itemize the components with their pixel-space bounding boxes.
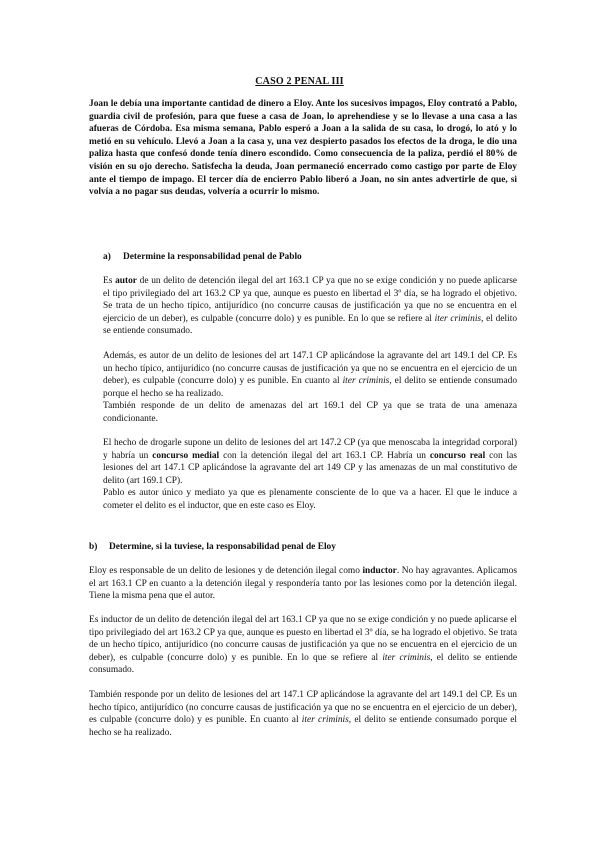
section-a-paragraph-1: [103, 275, 517, 338]
section-b-heading: [89, 541, 336, 554]
bold-term: autor: [115, 276, 137, 286]
case-statement: Joan le debía una importante cantidad de dinero a Eloy. Ante los sucesivos impagos, Eloy contrató a Pablo, guardia civil de profesión, para que fuese a casa de Joan, lo aprehendiese y se lo llevase a una casa a las afueras de Córdoba. Esa misma semana, Pablo esperó a Joan a la salida de su casa, lo drogó, lo ató y lo metió en su vehículo. Llevó a Joan a la casa y, una vez despierto pasados los efectos de la droga, le dio una paliza hasta que confesó donde tenía dinero escondido. Como consecuencia de la paliza, perdió el 80% de visión en su ojo derecho. Satisfecha la deuda, Joan permaneció encerrado como castigo por parte de Eloy ante el tiempo de impago. El tercer día de encierro Pablo liberó a Joan, no sin antes advertirle de que, si volvía a no pagar sus deudas, volvería a ocurrir lo mismo.: [89, 99, 517, 198]
text-run: con las lesiones del art 147.1 CP aplicándose la agravante del art 149 CP y las amenazas de un mal constitutivo de delito (art 169.1 CP).: [103, 450, 517, 486]
section-b-paragraph-3: [89, 689, 517, 739]
italic-term: iter criminis: [382, 652, 431, 663]
text-run: , el delito se entiende consumado porque el hecho se ha realizado.: [89, 715, 517, 738]
section-b-paragraph-1: [89, 565, 517, 603]
bold-term: inductor: [362, 566, 397, 576]
italic-term: iter criminis: [434, 313, 482, 324]
section-a-paragraph-5: Pablo es autor único y mediato ya que es plenamente consciente de lo que va a hacer. El que le induce a cometer el delito es el inductor, que en este caso es Eloy.: [103, 488, 517, 511]
text-run: con la detención ilegal del art 163.1 CP. Habría un: [219, 450, 430, 461]
section-a-heading: [103, 251, 302, 264]
text-run: El hecho de drogarle supone un delito de lesiones del art 147.2 CP (ya que menoscaba la integridad corporal) y habría un: [103, 438, 517, 461]
text-run: Eloy es responsable de un delito de lesiones y de detención ilegal como: [89, 566, 363, 576]
section-b-title: Determine, si la tuviese, la responsabilidad penal de Eloy: [109, 542, 336, 552]
section-b-letter: b): [89, 542, 98, 552]
document-title: CASO 2 PENAL III: [255, 76, 344, 87]
text-run: , el delito se entiende consumado.: [103, 313, 518, 337]
italic-term: iter criminis: [301, 715, 349, 726]
text-run: , el delito se entiende consumado.: [89, 652, 517, 676]
section-a-title: Determine la responsabilidad penal de Pablo: [123, 252, 302, 262]
text-run: de un delito de detención ilegal del art 163.1 CP ya que no se exige condición y no puede aplicarse el tipo privilegiado del art 163.2 CP ya que, aunque es puesto en libertad el 3º día, se ha logrado el objetivo. Se trata de un hecho típico, antijurídico (no concurre causas de justificación ya que no se encuentra en el ejercicio de un deber), es culpable (concurre dolo) y es punible. En lo que se refiere al: [103, 276, 518, 324]
section-a-paragraph-4: [103, 437, 517, 487]
section-a-paragraph-3: También responde de un delito de amenazas del art 169.1 del CP ya que se trata de una amenaza condicionante.: [103, 401, 517, 424]
italic-term: iter criminis: [342, 376, 390, 387]
section-a-paragraph-2: [103, 350, 517, 400]
text-run: Es inductor de un delito de detención ilegal del art 163.1 CP ya que no se exige condición y no puede aplicarse el tipo privilegiado del art 163.2 CP ya que, aunque es puesto en libertad el 3º día, se ha logrado el objetivo. Se trata de un hecho típico, antijurídico (no concurre causas de justificación ya que no se encuentra en el ejercicio de un deber), es culpable (concurre dolo) y es punible. En lo que se refiere al: [89, 615, 517, 663]
text-run: También responde por un delito de lesiones del art 147.1 CP aplicándose la agravante del art 149.1 del CP. Es un hecho típico, antijurídico (no concurre causas de justificación ya que no se encuentra en el ejercicio de un deber), es culpable (concurre dolo) y es punible. En cuanto al: [89, 690, 517, 726]
text-run: Además, es autor de un delito de lesiones del art 147.1 CP aplicándose la agravante del art 149.1 del CP. Es un hecho típico, antijurídico (no concurre causas de justificación ya que no se encuentra en el ejercicio de un deber), es culpable (concurre dolo) y es punible. En cuanto al: [103, 351, 517, 387]
bold-term: concurso medial: [152, 450, 220, 461]
section-a-letter: a): [103, 252, 111, 262]
text-run: . No hay agravantes. Aplicamos el art 163.1 CP en cuanto a la detención ilegal y respondería tanto por las lesiones como por la detención ilegal. Tiene la misma pena que el autor.: [89, 566, 517, 602]
section-b-paragraph-2: [89, 614, 517, 677]
text-run: Es: [103, 276, 116, 286]
bold-term: concurso real: [429, 450, 486, 461]
text-run: , el delito se entiende consumado porque el hecho se ha realizado.: [103, 376, 518, 399]
